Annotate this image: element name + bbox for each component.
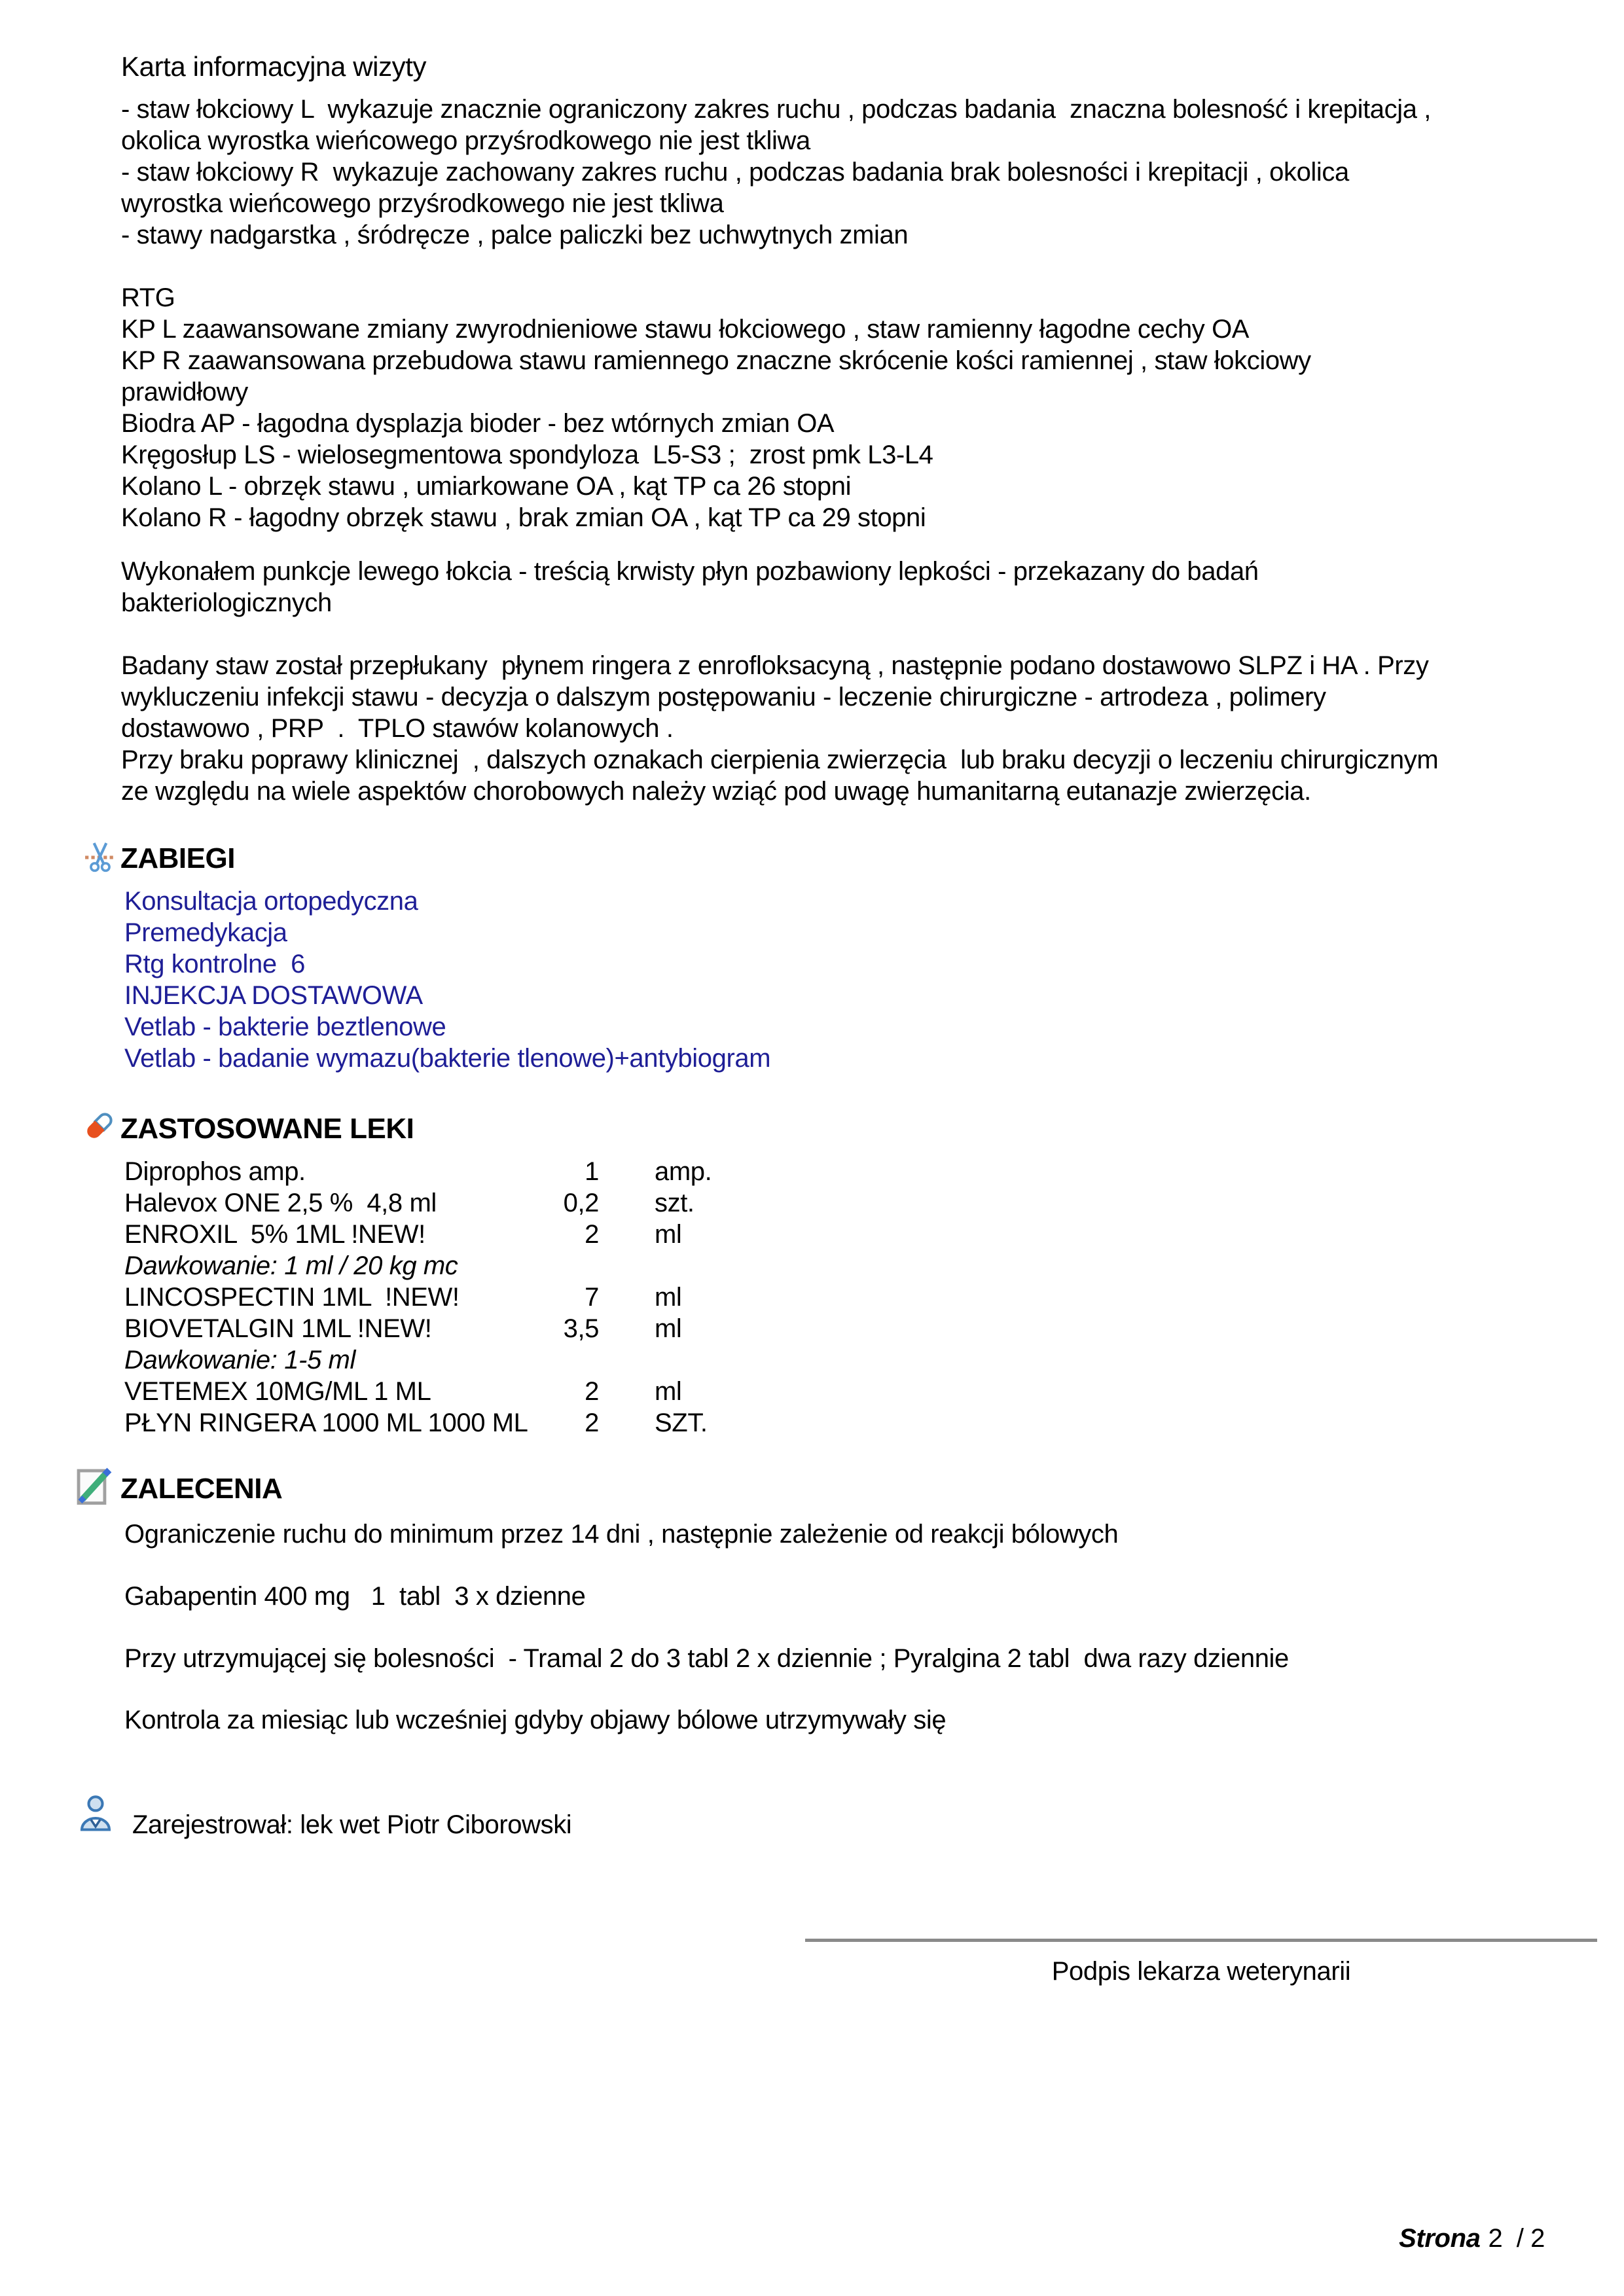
drug-row [124,1407,877,1439]
drug-unit: ml [655,1314,682,1343]
drug-name: LINCOSPECTIN 1ML !NEW! [124,1283,460,1312]
section-title-zalecenia: ZALECENIA [120,1473,283,1505]
drug-dosage: Dawkowanie: 1 ml / 20 kg mc [124,1251,458,1280]
drug-row [124,1187,877,1219]
page-title: Karta informacyjna wizyty [121,51,427,82]
drug-name: Halevox ONE 2,5 % 4,8 ml [124,1189,437,1217]
puncture-line: Wykonałem punkcje lewego łokcia - treścią krwisty płyn pozbawiony lepkości - przekazany do badań [121,557,1259,586]
plan-line: dostawowo , PRP . TPLO stawów kolanowych . [121,714,674,743]
drug-qty: 2 [585,1220,599,1249]
drug-dosage-row [124,1250,877,1282]
rtg-line: Kolano L - obrzęk stawu , umiarkowane OA , kąt TP ca 26 stopni [121,472,852,501]
procedure-item: INJEKCJA DOSTAWOWA [124,981,423,1010]
exam-line: - stawy nadgarstka , śródręcze , palce paliczki bez uchwytnych zmian [121,221,909,249]
plan-line: Badany staw został przepłukany płynem ringera z enrofloksacyną , następnie podano dostawowo SLPZ i HA . Przy [121,651,1429,680]
drug-name: BIOVETALGIN 1ML !NEW! [124,1314,432,1343]
drug-row [124,1282,877,1313]
drug-dosage: Dawkowanie: 1-5 ml [124,1346,355,1374]
scissors-icon [84,840,117,873]
recommendation-item: Przy utrzymującej się bolesności - Tramal 2 do 3 tabl 2 x dziennie ; Pyralgina 2 tabl dwa razy dziennie [124,1644,1289,1673]
procedure-item: Premedykacja [124,918,287,947]
rtg-line: KP L zaawansowane zmiany zwyrodnieniowe stawu łokciowego , staw ramienny łagodne cechy OA [121,315,1250,344]
signature-caption: Podpis lekarza weterynarii [1051,1957,1351,1986]
plan-line: Przy braku poprawy klinicznej , dalszych oznakach cierpienia zwierzęcia lub braku decyzji o leczeniu chirurgicznym [121,745,1439,774]
page-footer [1218,2191,1545,2286]
signature-line [805,1939,1597,1942]
plan-line: wykluczeniu infekcji stawu - decyzja o dalszym postępowaniu - leczenie chirurgiczne - artrodeza , polimery [121,683,1326,711]
capsule-icon [81,1107,118,1144]
drug-unit: ml [655,1220,682,1249]
rtg-line: Biodra AP - łagodna dysplazja bioder - bez wtórnych zmian OA [121,409,835,438]
drug-qty: 2 [585,1377,599,1406]
rtg-line: KP R zaawansowana przebudowa stawu ramiennego znaczne skrócenie kości ramiennej , staw łokciowy [121,346,1311,375]
drug-unit: amp. [655,1157,712,1186]
procedure-item: Vetlab - badanie wymazu(bakterie tlenowe)+antybiogram [124,1044,771,1073]
note-pen-icon [75,1465,113,1507]
drug-unit: SZT. [655,1408,708,1437]
plan-line: ze względu na wiele aspektów chorobowych należy wziąć pod uwagę humanitarną eutanazje zwierzęcia. [121,777,1311,806]
drug-name: ENROXIL 5% 1ML !NEW! [124,1220,425,1249]
drug-row [124,1156,877,1187]
drug-name: VETEMEX 10MG/ML 1 ML [124,1377,431,1406]
doctor-icon [77,1793,114,1834]
drug-dosage-row [124,1344,877,1376]
treatment-plan-note [121,650,1438,807]
drug-name: PŁYN RINGERA 1000 ML 1000 ML [124,1408,528,1437]
exam-line: wyrostka wieńcowego przyśrodkowego nie jest tkliwa [121,189,724,218]
rtg-findings [121,282,1311,533]
drug-qty: 3,5 [563,1314,599,1343]
exam-line: okolica wyrostka wieńcowego przyśrodkowego nie jest tkliwa [121,126,810,155]
procedure-item: Konsultacja ortopedyczna [124,887,418,916]
drug-qty: 0,2 [563,1189,599,1217]
page-footer-label: Strona [1399,2224,1481,2253]
rtg-line: Kręgosłup LS - wielosegmentowa spondyloza L5-S3 ; zrost pmk L3-L4 [121,440,933,469]
registered-by: Zarejestrował: lek wet Piotr Ciborowski [132,1810,572,1839]
drug-qty: 1 [585,1157,599,1186]
drug-row [124,1219,877,1250]
procedures-list [124,886,770,1074]
procedure-item: Vetlab - bakterie beztlenowe [124,1013,446,1041]
procedure-item: Rtg kontrolne 6 [124,950,305,978]
drug-row [124,1376,877,1407]
drug-name: Diprophos amp. [124,1157,306,1186]
puncture-note [121,556,1259,619]
drug-unit: ml [655,1283,682,1312]
recommendation-item: Ograniczenie ruchu do minimum przez 14 dni , następnie zależenie od reakcji bólowych [124,1520,1119,1549]
section-title-leki: ZASTOSOWANE LEKI [120,1113,414,1145]
rtg-line: prawidłowy [121,378,248,406]
puncture-line: bakteriologicznych [121,588,332,617]
drug-unit: szt. [655,1189,695,1217]
section-title-zabiegi: ZABIEGI [120,842,235,874]
drug-row [124,1313,877,1344]
drug-qty: 2 [585,1408,599,1437]
exam-line: - staw łokciowy L wykazuje znacznie ograniczony zakres ruchu , podczas badania znaczna bolesność i krepitacja , [121,95,1432,124]
exam-line: - staw łokciowy R wykazuje zachowany zakres ruchu , podczas badania brak bolesności i krepitacji , okolica [121,158,1349,187]
recommendation-item: Gabapentin 400 mg 1 tabl 3 x dzienne [124,1582,586,1611]
page-footer-number: 2 / 2 [1488,2224,1545,2253]
drug-unit: ml [655,1377,682,1406]
exam-findings [121,94,1431,251]
rtg-line: RTG [121,283,175,312]
rtg-line: Kolano R - łagodny obrzęk stawu , brak zmian OA , kąt TP ca 29 stopni [121,503,926,532]
recommendation-item: Kontrola za miesiąc lub wcześniej gdyby objawy bólowe utrzymywały się [124,1706,947,1734]
drug-qty: 7 [585,1283,599,1312]
